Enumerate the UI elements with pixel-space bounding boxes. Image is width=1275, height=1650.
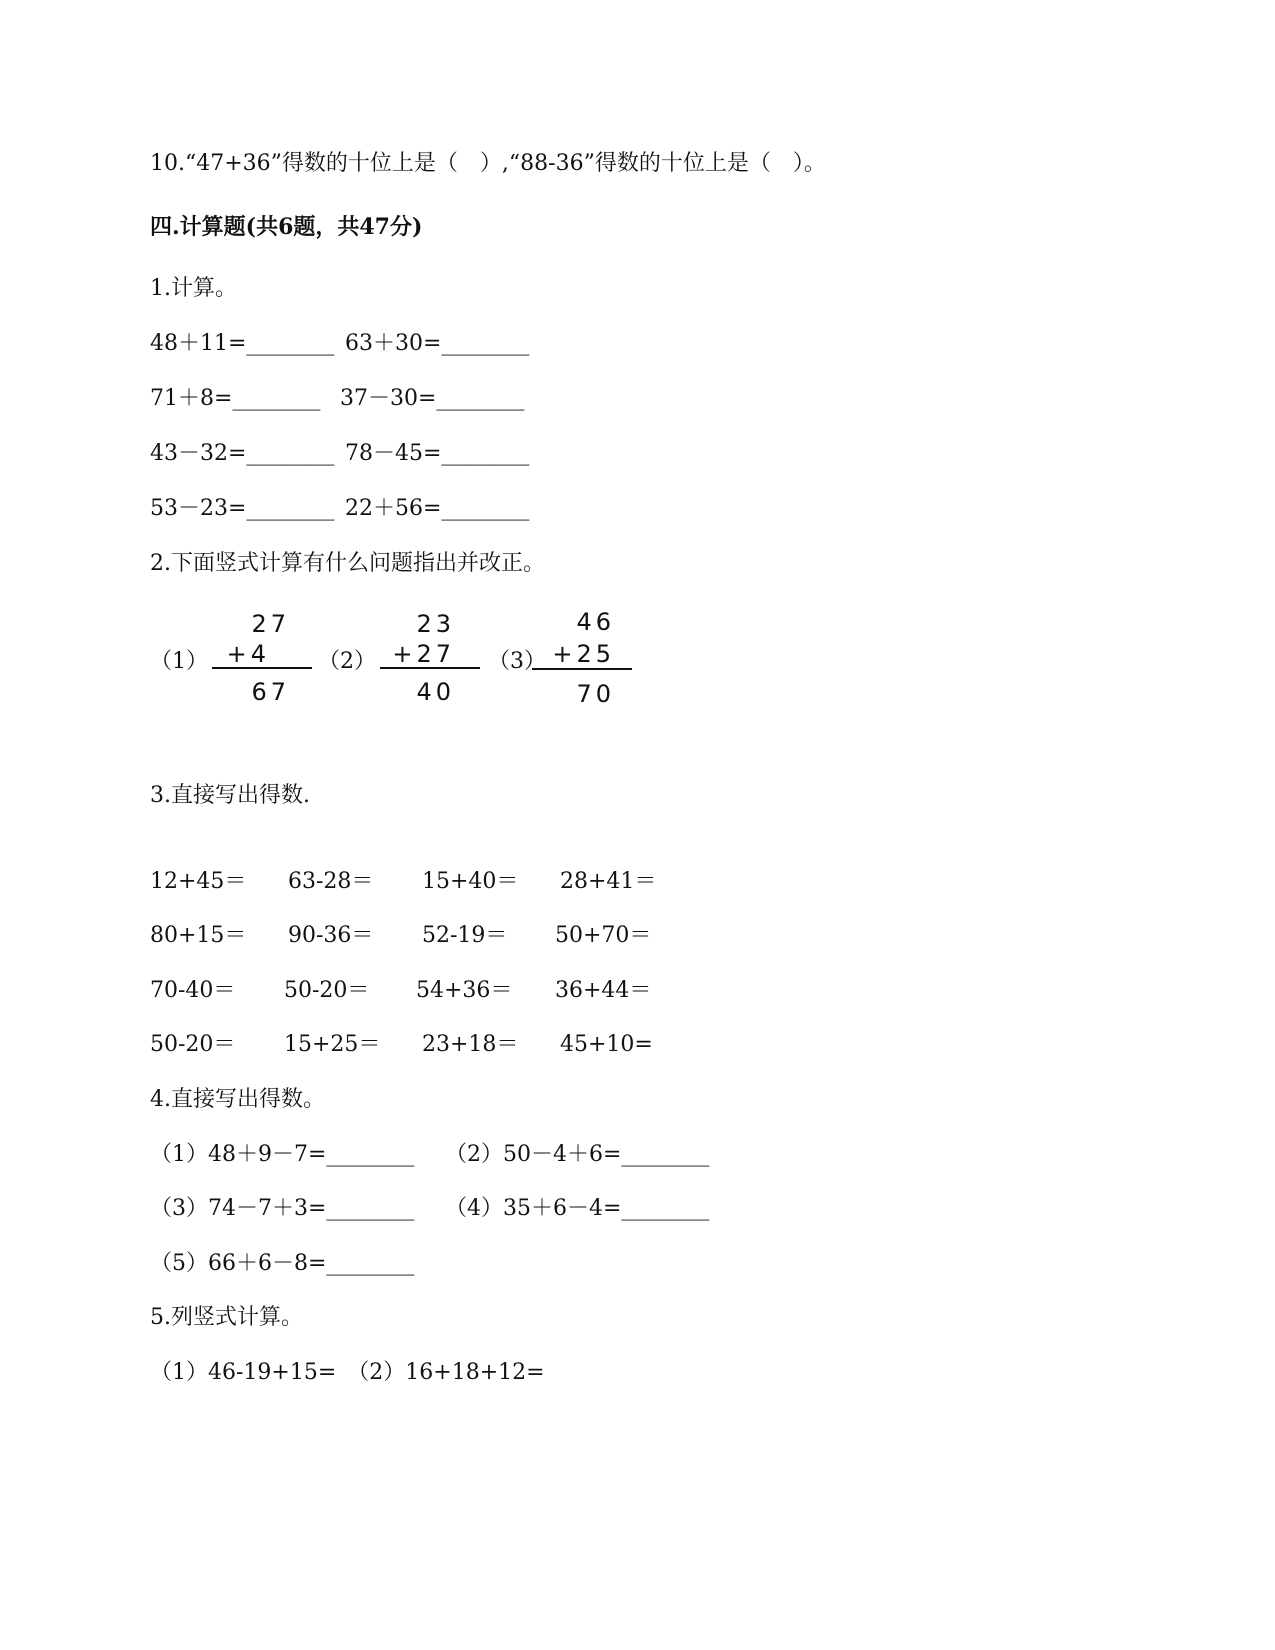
vertical-calc-addend: +4 [226, 640, 270, 668]
vertical-calc-top: 23 [416, 610, 455, 638]
p1-expr: 63＋30=________ [345, 331, 530, 356]
p3-expr: 15+25＝ [284, 1032, 381, 1057]
p1-expr: 71＋8=________ [150, 386, 321, 411]
p1-expr: 43－32=________ [150, 441, 335, 466]
p1-expr: 37－30=________ [340, 386, 525, 411]
p4-expr: （2）50－4＋6=________ [445, 1142, 710, 1167]
p1-expr: 48＋11=________ [150, 331, 335, 356]
vertical-calc-addend: +27 [392, 640, 455, 668]
vertical-calc-top: 27 [251, 610, 290, 638]
p3-expr: 63-28＝ [288, 869, 374, 894]
vertical-calc-line [380, 667, 480, 669]
problem-2-title: 2.下面竖式计算有什么问题指出并改正。 [150, 551, 545, 576]
p4-expr: （5）66＋6－8=________ [150, 1251, 415, 1276]
p3-expr: 50-20＝ [150, 1032, 236, 1057]
vertical-calc-label: （1） [150, 649, 208, 674]
p3-expr: 45+10= [560, 1032, 653, 1057]
p4-expr: （3）74－7＋3=________ [150, 1196, 415, 1221]
p1-expr: 78－45=________ [345, 441, 530, 466]
p3-expr: 54+36＝ [416, 978, 513, 1003]
vertical-calc-line [532, 668, 632, 670]
p3-expr: 70-40＝ [150, 978, 236, 1003]
p4-expr: （1）48＋9－7=________ [150, 1142, 415, 1167]
p3-expr: 50-20＝ [284, 978, 370, 1003]
question-10: 10.“47+36”得数的十位上是（ ）,“88-36”得数的十位上是（ ）。 [150, 151, 826, 176]
section-heading: 四.计算题(共6题，共47分) [150, 214, 423, 240]
vertical-calc-label: （3） [488, 649, 546, 674]
p5-expr: （1）46-19+15= （2）16+18+12= [150, 1360, 545, 1385]
problem-4-title: 4.直接写出得数。 [150, 1087, 325, 1112]
problem-3-title: 3.直接写出得数. [150, 783, 310, 808]
p3-expr: 90-36＝ [288, 923, 374, 948]
p3-expr: 28+41＝ [560, 869, 657, 894]
p3-expr: 50+70＝ [555, 923, 652, 948]
vertical-calc-addend: +25 [552, 640, 615, 668]
p3-expr: 15+40＝ [422, 869, 519, 894]
p3-expr: 12+45＝ [150, 869, 247, 894]
p3-expr: 80+15＝ [150, 923, 247, 948]
vertical-calc-result: 70 [576, 680, 615, 708]
p1-expr: 53－23=________ [150, 496, 335, 521]
problem-1-title: 1.计算。 [150, 276, 237, 301]
p4-expr: （4）35＋6－4=________ [445, 1196, 710, 1221]
problem-5-title: 5.列竖式计算。 [150, 1305, 303, 1330]
vertical-calc-result: 40 [416, 678, 455, 706]
vertical-calc-label: （2） [318, 649, 376, 674]
p3-expr: 36+44＝ [555, 978, 652, 1003]
vertical-calc-top: 46 [576, 608, 615, 636]
p1-expr: 22＋56=________ [345, 496, 530, 521]
vertical-calc-line [212, 667, 312, 669]
p3-expr: 23+18＝ [422, 1032, 519, 1057]
vertical-calc-result: 67 [251, 678, 290, 706]
p3-expr: 52-19＝ [422, 923, 508, 948]
